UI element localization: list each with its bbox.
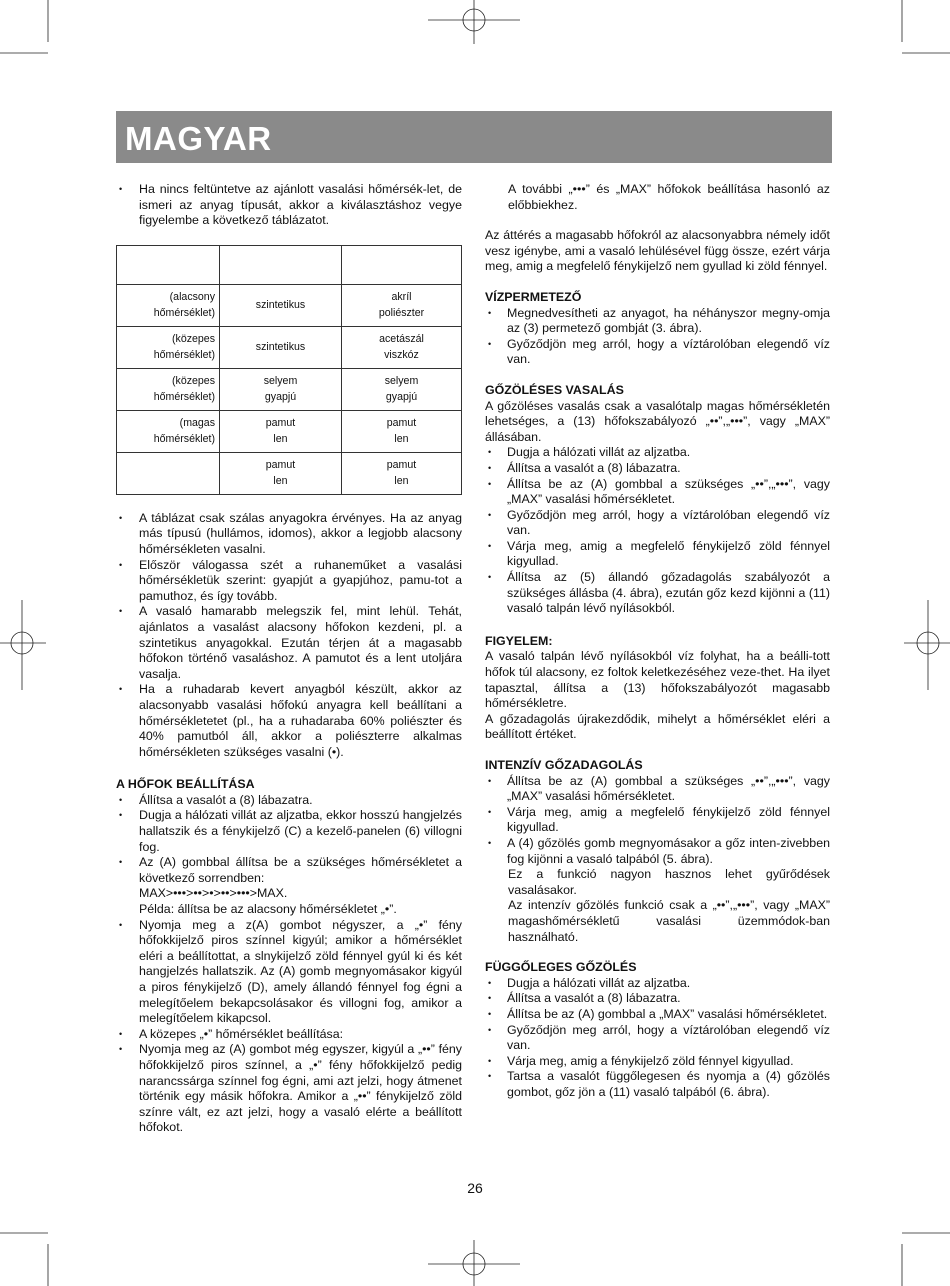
list-item: • Állítsa a vasalót a (8) lábazatra. xyxy=(485,461,830,477)
list-item: • Nyomja meg az (A) gombot még egyszer, kigyúl a „••” fény hőfokkijelző piros színnel, a „•” fény hőfokkijelző pedig narancssárga színnel fog égni, ami azt jelzi, hogy átmenet történik egy másik hőfokra. Amikor a „••” fénykijelző zöld színre vált, ez azt jelzi, hogy a vasaló elérte a beállított hőfokot. xyxy=(116,1042,462,1136)
list-item: • Nyomja meg a z(A) gombot négyszer, a „•” fény hőfokkijelző piros színnel kigyúl; amikor a hőmérséklet eléri a beállítottat, a slnykijelző zöld fénnyel gyúl ki és két hangjelzés hallatszik. Az (A) gomb megnyomásakor kigyúl a piros fénykijelző (D), amely állandó fénnyel fog égni a melegítőelem bekapcsolásakor és villogni fog, amikor a melegítőelem kikapcsol. xyxy=(116,918,462,1027)
section-heading: A HŐFOK BEÁLLÍTÁSA xyxy=(116,777,255,792)
note-text: Az intenzív gőzölés funkció csak a „••”,„•••”, vagy „MAX” magashőmérsékletű vasalási üzemmódok-ban használható. xyxy=(508,898,830,944)
table-header-row xyxy=(117,245,462,284)
right-column xyxy=(485,182,830,1100)
list-item: • Először válogassa szét a ruhaneműket a vasalási hőmérsékletük szerint: gyapjút a gyapjúhoz, pamu-tot a pamuthoz, és így tovább. xyxy=(116,558,462,605)
list-item: • A (4) gőzölés gomb megnyomásakor a gőz inten-zivebben fog kijönni a vasaló talpából (5. ábra). xyxy=(485,836,830,867)
list-item: • Megnedvesítheti az anyagot, ha néhányszor megny-omja az (3) permetező gombját (3. ábra). xyxy=(485,306,830,337)
list-item: • Várja meg, amig a megfelelő fénykijelző zöld fénnyel kigyullad. xyxy=(485,539,830,570)
fabric-material-cell: akríl poliészter xyxy=(342,284,462,326)
list-item: • A táblázat csak szálas anyagokra érvényes. Ha az anyag más típusú (hullámos, idomos), akkor a legjobb alacsony hőmérsékleten vasalni. xyxy=(116,511,462,558)
temperature-cell: (magas hőmérséklet) xyxy=(117,410,220,452)
fabric-type-cell: szintetikus xyxy=(220,326,342,368)
paragraph: A gőzadagolás újrakezdődik, mihelyt a hőmérséklet eléri a beállított értéket. xyxy=(485,711,830,742)
temperature-cell xyxy=(117,452,220,494)
list-item: • Állítsa a vasalót a (8) lábazatra. xyxy=(485,991,830,1007)
section-heading: FIGYELEM: xyxy=(485,633,553,648)
temperature-cell: (közepes hőmérséklet) xyxy=(117,368,220,410)
table-header-cell xyxy=(342,245,462,284)
list-item: • Állítsa be az (A) gombbal a szükséges „••”,„•••”, vagy „MAX” vasalási hőmérsékletet. xyxy=(485,774,830,805)
section-heading: GŐZÖLÉSES VASALÁS xyxy=(485,382,624,397)
left-column xyxy=(116,182,462,1136)
intro-bullet: • Ha nincs feltüntetve az ajánlott vasalási hőmérsék-let, de ismeri az anyag típusát, akkor a kiválasztáshoz vegye figyelembe a következő táblázatot. xyxy=(116,182,462,229)
fabric-temperature-table xyxy=(116,245,462,495)
list-item: • Dugja a hálózati villát az aljzatba. xyxy=(485,976,830,992)
list-item: • Győződjön meg arról, hogy a víztárolóban elegendő víz van. xyxy=(485,1023,830,1054)
fabric-material-cell: pamut len xyxy=(342,452,462,494)
list-item: • A közepes „•” hőmérséklet beállítása: xyxy=(116,1027,462,1043)
note-text: Ez a funkció nagyon hasznos lehet gyűrődések vasalásakor. xyxy=(508,867,830,897)
list-item: • Dugja a hálózati villát az aljzatba, ekkor hosszú hangjelzés hallatszik és a fénykijelző (C) a kezelő-panelen (6) villogni fog. xyxy=(116,808,462,855)
temperature-cell: (közepes hőmérséklet) xyxy=(117,326,220,368)
language-banner xyxy=(116,111,832,163)
section-heading: FÜGGŐLEGES GŐZÖLÉS xyxy=(485,960,637,975)
paragraph: Az áttérés a magasabb hőfokról az alacsonyabbra némely időt vesz igénybe, ami a vasaló lehülésével függ össze, ezért várja meg, amig a megfelelő fénykijelző nem gyullad ki zöld fénnyel. xyxy=(485,228,830,274)
fabric-type-cell: selyem gyapjú xyxy=(220,368,342,410)
table-row xyxy=(117,326,462,368)
list-item: • Tartsa a vasalót függőlegesen és nyomja a (4) gőzölés gombot, gőz jön a (11) vasaló talpából (6. ábra). xyxy=(485,1069,830,1100)
table-header-cell xyxy=(117,245,220,284)
paragraph: A vasaló talpán lévő nyílásokból víz folyhat, ha a beálli-tott hőfok túl alacsony, ez foltok keletkezéséhez veze-thet. Ha ilyet tapasztal, állítsa a (13) hőfokszabályozót magasabb hőmérsékletre. xyxy=(485,649,830,711)
section-heading: INTENZÍV GŐZADAGOLÁS xyxy=(485,758,643,772)
sequence-text: MAX>•••>••>•>••>•••>MAX. xyxy=(139,886,288,901)
list-item: • Állítsa a vasalót a (8) lábazatra. xyxy=(116,793,462,809)
list-item: • Állítsa az (5) állandó gőzadagolás szabályozót a szükséges állásba (4. ábra), ezután gőz kezd kijönni a (11) vasaló talpán lévő nyílásokból. xyxy=(485,570,830,617)
list-item: • Állítsa be az (A) gombbal a „MAX” vasalási hőmérsékletet. xyxy=(485,1007,830,1023)
fabric-type-cell: pamut len xyxy=(220,452,342,494)
list-item: • Ha a ruhadarab kevert anyagból készült, akkor az alacsonyabb vasalási hőfokú anyagra kell beállítani a hőmérsékletetet (pl., ha a ruhadaraba 60% poliészter és 40% pamutból áll, akkor a poliészterre alkalmas hőmérsékleten szükséges vasalni (•). xyxy=(116,682,462,760)
list-item: • Győződjön meg arról, hogy a víztárolóban elegendő víz van. xyxy=(485,508,830,539)
list-item: • Állítsa be az (A) gombbal a szükséges „••”,„•••”, vagy „MAX” vasalási hőmérsékletet. xyxy=(485,477,830,508)
table-row xyxy=(117,284,462,326)
page-number: 26 xyxy=(467,1180,483,1196)
table-row xyxy=(117,368,462,410)
list-item: • Várja meg, amig a fénykijelző zöld fénnyel kigyullad. xyxy=(485,1054,830,1070)
example-text: Példa: állítsa be az alacsony hőmérsékletet „•”. xyxy=(139,902,397,917)
list-item: • Várja meg, amig a megfelelő fénykijelző zöld fénnyel kigyullad. xyxy=(485,805,830,836)
temperature-cell: (alacsony hőmérséklet) xyxy=(117,284,220,326)
list-item: • Győződjön meg arról, hogy a víztárolóban elegendő víz van. xyxy=(485,337,830,368)
section-heading: VÍZPERMETEZŐ xyxy=(485,289,582,304)
continuation-text: A további „•••” és „MAX” hőfokok beállítása hasonló az előbbiekhez. xyxy=(508,182,830,212)
table-row xyxy=(117,410,462,452)
page-title: MAGYAR xyxy=(125,120,272,157)
list-item: • Dugja a hálózati villát az aljzatba. xyxy=(485,445,830,461)
fabric-material-cell: selyem gyapjú xyxy=(342,368,462,410)
fabric-material-cell: pamut len xyxy=(342,410,462,452)
table-header-cell xyxy=(220,245,342,284)
paragraph: A gőzöléses vasalás csak a vasalótalp magas hőmérsékletén lehetséges, a (13) hőfokszabályozó „••”,„•••”, vagy „MAX” állásában. xyxy=(485,398,830,444)
list-item: • Az (A) gombbal állítsa be a szükséges hőmérsékletet a következő sorrendben: xyxy=(116,855,462,886)
fabric-material-cell: acetászál viszkóz xyxy=(342,326,462,368)
list-item: • A vasaló hamarabb melegszik fel, mint lehül. Tehát, ajánlatos a vasalást alacsony hőfokon kezdeni, pl. a szintetikus anyagokkal. Ezután térjen át a magasabb hőfokon történő vasaláshoz. A pamutot és a lent utoljára vasalja. xyxy=(116,604,462,682)
table-row xyxy=(117,452,462,494)
fabric-type-cell: pamut len xyxy=(220,410,342,452)
fabric-type-cell: szintetikus xyxy=(220,284,342,326)
